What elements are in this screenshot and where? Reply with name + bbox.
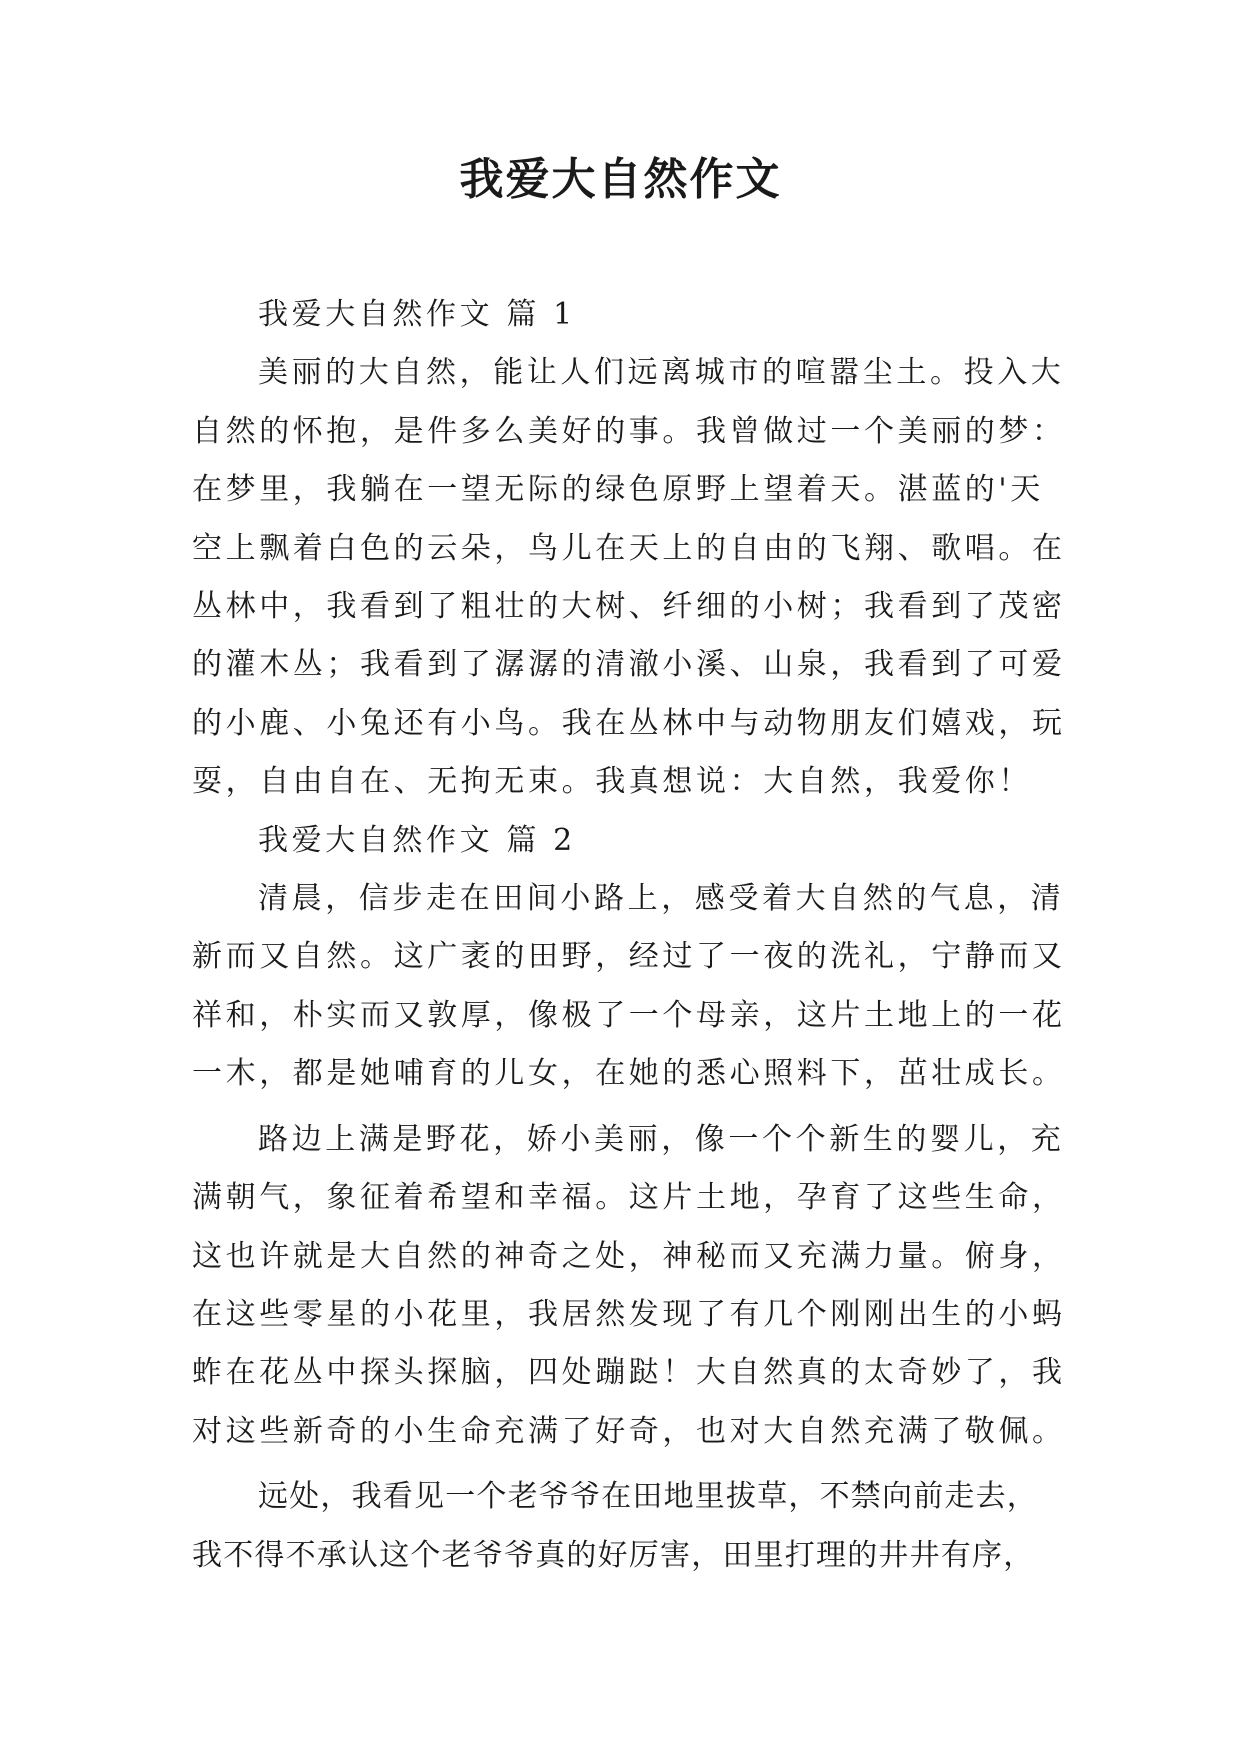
text-line: 对这些新奇的小生命充满了好奇，也对大自然充满了敬佩。 (192, 1413, 1066, 1449)
text-line: 丛林中，我看到了粗壮的大树、纤细的小树；我看到了茂密 (192, 589, 1066, 625)
text-line: 一木，都是她哺育的儿女，在她的悉心照料下，茁壮成长。 (192, 1056, 1066, 1092)
text-line: 路边上满是野花，娇小美丽，像一个个新生的婴儿，充 (258, 1121, 1065, 1157)
document-title: 我爱大自然作文 (459, 154, 782, 205)
text-line: 美丽的大自然，能让人们远离城市的喧嚣尘土。投入大 (258, 355, 1065, 391)
paragraph-1 (192, 344, 1066, 811)
text-line: 耍，自由自在、无拘无束。我真想说：大自然，我爱你！ (192, 764, 1032, 800)
text-line: 满朝气，象征着希望和幸福。这片土地，孕育了这些生命， (192, 1180, 1066, 1216)
text-line: 在梦里，我躺在一望无际的绿色原野上望着天。湛蓝的'天 (192, 472, 1044, 508)
text-line: 空上飘着白色的云朵，鸟儿在天上的自由的飞翔、歌唱。在 (192, 530, 1066, 566)
paragraph-2 (192, 870, 1066, 1104)
text-line: 我不得不承认这个老爷爷真的好厉害，田里打理的井井有序， (192, 1537, 1035, 1573)
paragraph-3 (192, 1111, 1066, 1461)
text-line: 清晨，信步走在田间小路上，感受着大自然的气息，清 (258, 881, 1065, 917)
text-line: 蚱在花丛中探头探脑，四处蹦跶！大自然真的太奇妙了，我 (192, 1355, 1066, 1391)
text-line: 在这些零星的小花里，我居然发现了有几个刚刚出生的小蚂 (192, 1296, 1066, 1332)
section-heading-1: 我爱大自然作文 篇 1 (258, 297, 576, 332)
text-line: 祥和，朴实而又敦厚，像极了一个母亲，这片土地上的一花 (192, 997, 1066, 1033)
document-body (192, 286, 1066, 1585)
text-line: 的灌木丛；我看到了潺潺的清澈小溪、山泉，我看到了可爱 (192, 647, 1066, 683)
text-line: 新而又自然。这广袤的田野，经过了一夜的洗礼，宁静而又 (192, 939, 1066, 975)
paragraph-4 (192, 1468, 1062, 1585)
text-line: 远处，我看见一个老爷爷在田地里拔草，不禁向前走去， (258, 1479, 1038, 1515)
text-line: 自然的怀抱，是件多么美好的事。我曾做过一个美丽的梦： (192, 413, 1066, 449)
section-heading-2: 我爱大自然作文 篇 2 (258, 822, 576, 858)
text-line: 的小鹿、小兔还有小鸟。我在丛林中与动物朋友们嬉戏，玩 (192, 705, 1066, 741)
text-line: 这也许就是大自然的神奇之处，神秘而又充满力量。俯身， (192, 1238, 1066, 1274)
